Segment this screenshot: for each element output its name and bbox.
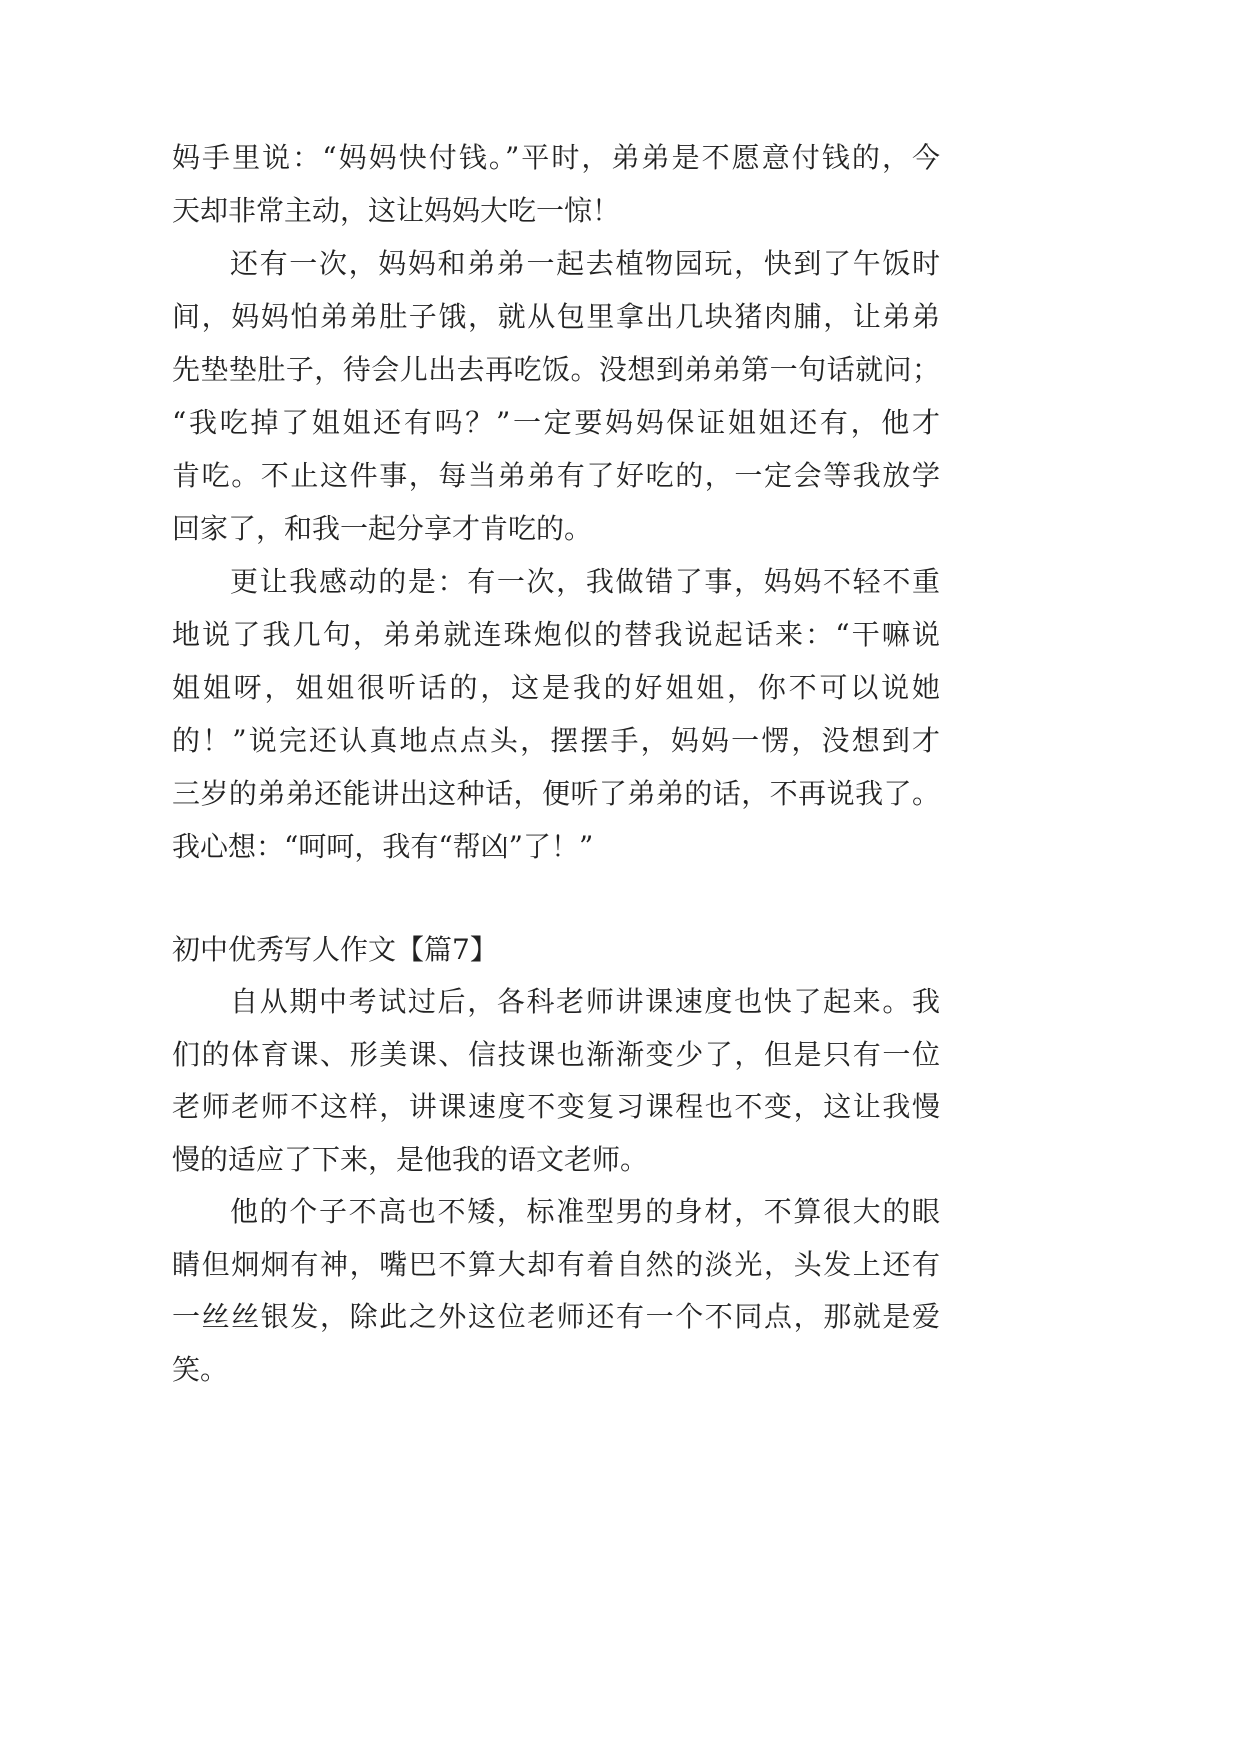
text-line: 天却非常主动，这让妈妈大吃一惊！ — [172, 194, 621, 227]
text-line: 我心想：“呵呵，我有“帮凶”了！” — [172, 830, 594, 863]
text-line: 的！”说完还认真地点点头，摆摆手，妈妈一愣，没想到才 — [172, 724, 940, 757]
document-page — [172, 131, 940, 1396]
paragraph — [172, 976, 940, 1186]
text-line: 回家了，和我一起分享才肯吃的。 — [172, 512, 593, 545]
section-heading: 初中优秀写人作文【篇7】 — [172, 933, 498, 966]
text-line: 睛但炯炯有神，嘴巴不算大却有着自然的淡光，头发上还有 — [172, 1247, 940, 1281]
text-line: 还有一次，妈妈和弟弟一起去植物园玩，快到了午饭时 — [230, 247, 940, 280]
text-line: 地说了我几句，弟弟就连珠炮似的替我说起话来：“干嘛说 — [172, 618, 940, 651]
text-line: 肯吃。不止这件事，每当弟弟有了好吃的，一定会等我放学 — [172, 459, 940, 492]
text-line: 慢的适应了下来，是他我的语文老师。 — [172, 1142, 649, 1176]
text-line: 更让我感动的是：有一次，我做错了事，妈妈不轻不重 — [230, 565, 940, 598]
text-line: 三岁的弟弟还能讲出这种话，便听了弟弟的话，不再说我了。 — [172, 777, 940, 810]
text-line: 他的个子不高也不矮，标准型男的身材，不算很大的眼 — [230, 1195, 940, 1228]
text-line: 们的体育课、形美课、信技课也渐渐变少了，但是只有一位 — [172, 1037, 940, 1071]
text-line: 老师老师不这样，讲课速度不变复习课程也不变，这让我慢 — [172, 1090, 940, 1123]
text-line: 姐姐呀，姐姐很听话的，这是我的好姐姐，你不可以说她 — [172, 671, 940, 704]
text-line: 先垫垫肚子，待会儿出去再吃饭。没想到弟弟第一句话就问； — [172, 353, 940, 386]
text-line: 笑。 — [172, 1352, 229, 1386]
text-line: 间，妈妈怕弟弟肚子饿，就从包里拿出几块猪肉脯，让弟弟 — [172, 300, 940, 333]
text-line: 一丝丝银发，除此之外这位老师还有一个不同点，那就是爱 — [172, 1300, 940, 1333]
section-body — [172, 976, 940, 1396]
text-line: 自从期中考试过后，各科老师讲课速度也快了起来。我 — [230, 985, 940, 1018]
paragraph — [172, 1186, 940, 1396]
paragraph — [172, 131, 940, 237]
paragraph — [172, 237, 940, 555]
paragraph — [172, 555, 940, 873]
text-line: 妈手里说：“妈妈快付钱。”平时，弟弟是不愿意付钱的，今 — [172, 141, 940, 174]
text-line: “我吃掉了姐姐还有吗？”一定要妈妈保证姐姐还有，他才 — [172, 406, 940, 439]
